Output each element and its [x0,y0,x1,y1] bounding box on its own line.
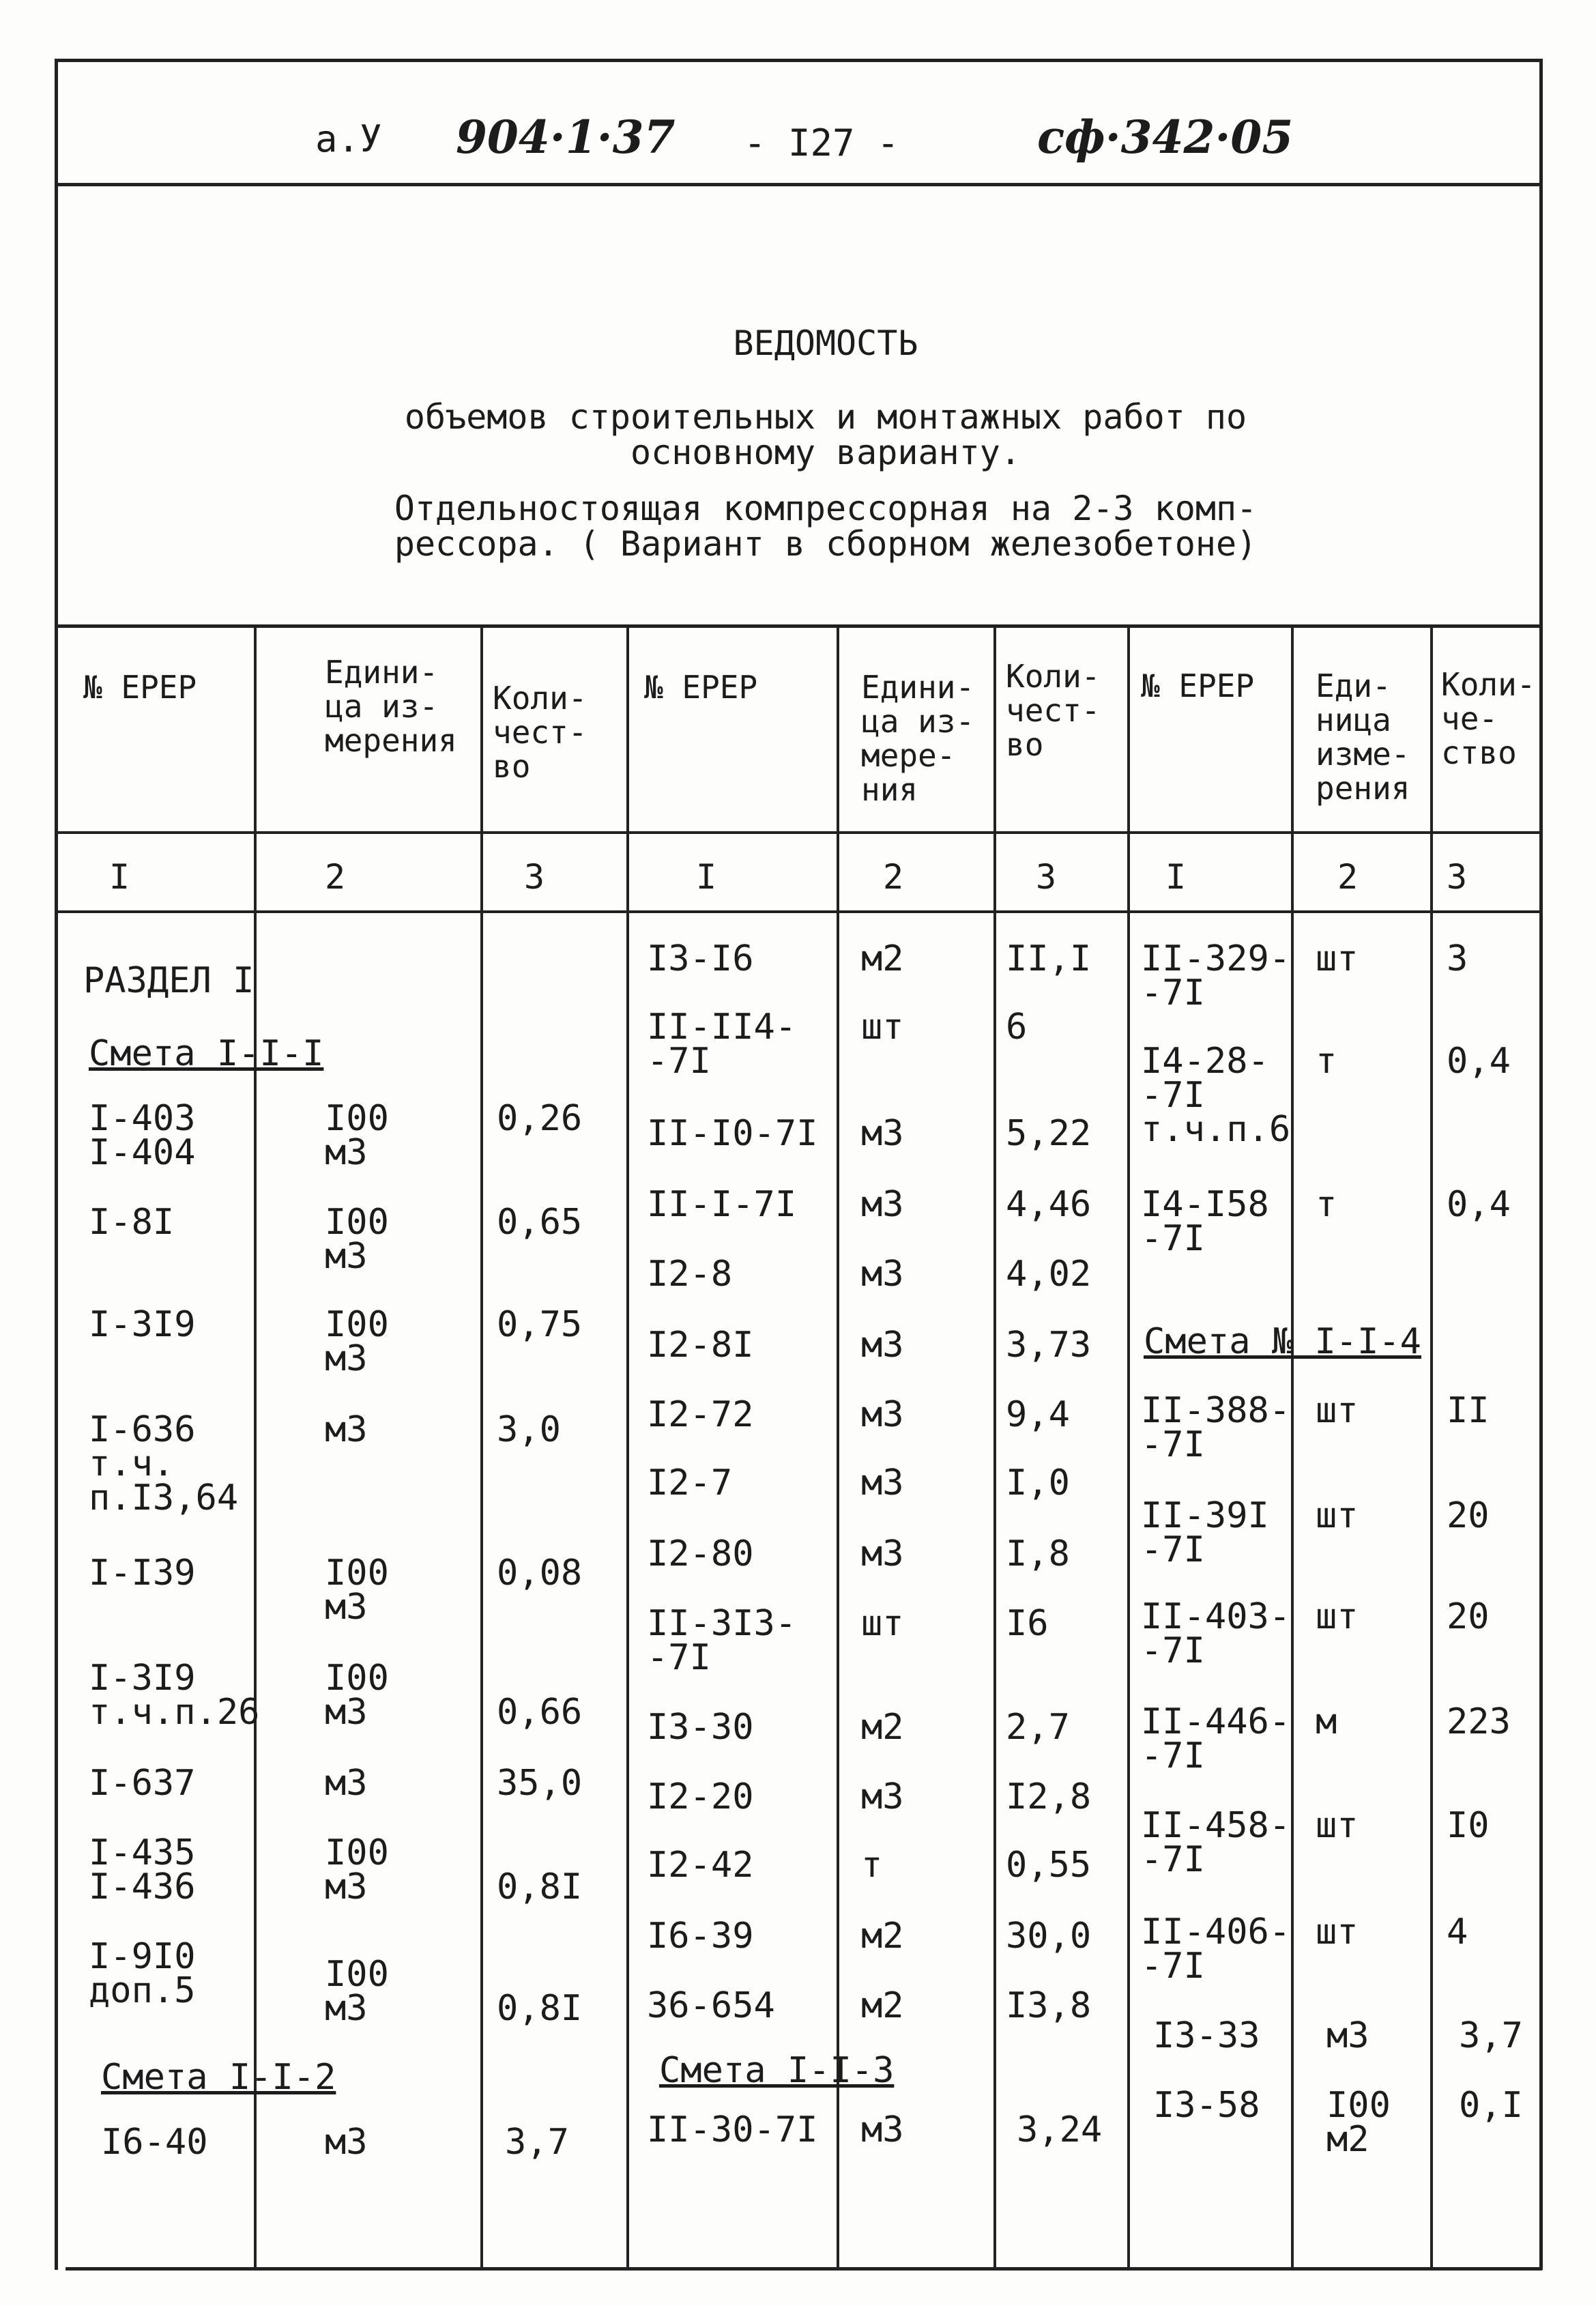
row-qty: I0 [1447,1805,1490,1846]
col-divider [993,626,996,2268]
row-qty: 0,8I [497,1867,583,1907]
col-head-code-1: № ЕРЕР [83,669,197,706]
header-prefix: а.У [315,117,382,160]
col-divider [254,626,257,2268]
row-code: I4-28- -7I т.ч.п.6 [1141,1041,1291,1150]
row-unit: I00 м3 [325,1553,389,1628]
frame-top [55,59,1542,62]
col-divider [1127,626,1130,2268]
col-num: 2 [883,857,904,897]
row-qty: I6 [1006,1603,1049,1644]
row-unit: шт [1316,938,1359,979]
row-qty: 0,65 [497,1202,583,1243]
col-divider [480,626,483,2268]
col-num: 3 [1036,857,1057,897]
row-unit: шт [1316,1390,1359,1431]
row-qty: 0,55 [1006,1845,1092,1886]
section-title: РАЗДЕЛ I [83,960,255,1001]
row-unit: м3 [861,1533,904,1574]
row-unit: I00 м3 [325,1098,389,1173]
row-unit: м3 [861,2109,904,2150]
title-line-3: Отдельностоящая компрессорная на 2-3 комп- [394,489,1258,528]
row-unit: шт [861,1603,904,1644]
row-unit: т [1316,1041,1337,1082]
row-code: I2-8 [647,1254,733,1295]
row-code: I2-72 [647,1394,754,1435]
row-qty: 0,66 [497,1692,583,1733]
row-code: I2-42 [647,1845,754,1886]
col-divider [1430,626,1433,2268]
row-unit: м3 [861,1254,904,1295]
row-code: I-8I [89,1202,175,1243]
col-head-qty-3: Коли- че- ство [1441,666,1536,771]
document-code: 904·1·37 [456,111,676,164]
row-qty: I,0 [1006,1462,1070,1503]
estimate-title: Смета I-I-2 [101,2057,336,2098]
col-divider [837,626,839,2268]
row-qty: 3,0 [497,1409,561,1450]
col-head-unit-2: Едини- ца из- мере- ния [861,669,975,808]
row-code: 36-654 [647,1985,775,2026]
row-unit: м2 [861,1916,904,1957]
row-unit: м2 [861,1707,904,1748]
colnum-divider [55,910,1542,913]
row-code: I2-8I [647,1325,754,1366]
row-unit: I00 м3 [325,1658,389,1733]
row-code: I-637 [89,1763,196,1804]
row-code: I2-20 [647,1776,754,1817]
row-code: II-II4- -7I [647,1007,797,1082]
row-code: I-403 I-404 [89,1098,196,1173]
estimate-title: Смета I-I-I [89,1033,324,1074]
row-unit: м3 [325,1763,368,1804]
row-qty: I,8 [1006,1533,1070,1574]
row-qty: 3,24 [1017,2109,1103,2150]
col-head-unit-3: Еди- ница изме- рения [1316,667,1410,807]
row-qty: 30,0 [1006,1916,1092,1957]
row-qty: 0,4 [1447,1041,1511,1082]
row-code: I-3I9 т.ч.п.26 [89,1658,260,1733]
col-head-qty-1: Коли- чест- во [493,680,587,785]
row-unit: шт [1316,1912,1359,1952]
col-divider [626,626,629,2268]
row-qty: 0,4 [1447,1184,1511,1225]
estimate-title: Смета I-I-3 [659,2050,895,2091]
row-code: I-9I0 доп.5 [89,1936,196,2011]
row-code: I3-I6 [647,938,754,979]
row-code: II-I-7I [647,1184,797,1225]
row-code: I2-7 [647,1462,733,1503]
row-qty: II,I [1006,938,1092,979]
row-qty: I2,8 [1006,1776,1092,1817]
row-code: I3-58 [1153,2085,1260,2126]
col-num: 3 [1447,857,1468,897]
row-code: II-403- -7I [1141,1596,1291,1671]
col-head-unit-1: Едини- ца из- мерения [325,654,457,759]
row-code: II-406- -7I [1141,1912,1291,1987]
row-unit: м2 [861,1985,904,2026]
row-qty: 2,7 [1006,1707,1070,1748]
frame-left [55,59,58,2270]
row-code: II-446- -7I [1141,1701,1291,1776]
col-num: I [109,857,130,897]
album-code: сф·342·05 [1037,111,1294,164]
col-head-qty-2: Коли- чест- во [1006,658,1101,763]
page-number: - I27 - [744,121,899,164]
row-code: II-329- -7I [1141,938,1291,1013]
row-code: II-39I -7I [1141,1495,1269,1570]
col-head-code-2: № ЕРЕР [644,669,758,706]
col-divider [1291,626,1294,2268]
row-unit: м3 [861,1184,904,1225]
row-code: II-3I3- -7I [647,1603,797,1678]
header-divider [55,183,1542,186]
row-qty: 9,4 [1006,1394,1070,1435]
row-code: I-3I9 [89,1304,196,1345]
row-qty: 4 [1447,1912,1468,1952]
row-qty: 0,I [1459,2085,1523,2126]
row-unit: шт [1316,1805,1359,1846]
row-code: I3-30 [647,1707,754,1748]
colhead-divider [55,831,1542,834]
row-code: I2-80 [647,1533,754,1574]
row-qty: 4,46 [1006,1184,1092,1225]
title-divider [55,624,1542,628]
row-unit: м3 [325,2122,368,2163]
row-unit: I00 м3 [325,1202,389,1277]
row-code: I-I39 [89,1553,196,1594]
row-unit: м3 [861,1325,904,1366]
row-unit: шт [1316,1596,1359,1637]
row-qty: I3,8 [1006,1985,1092,2026]
row-code: I6-39 [647,1916,754,1957]
row-code: I4-I58 -7I [1141,1184,1269,1259]
estimate-title: Смета № I-I-4 [1144,1321,1421,1362]
col-num: I [696,857,717,897]
row-unit: м [1316,1701,1337,1742]
col-head-code-3: № ЕРЕР [1141,667,1255,704]
row-unit: м3 [861,1776,904,1817]
row-qty: 6 [1006,1007,1028,1048]
row-code: I3-33 [1153,2015,1260,2056]
row-qty: 20 [1447,1495,1490,1536]
col-num: 3 [524,857,545,897]
row-unit: I00 м3 [325,1304,389,1379]
row-unit: I00 м2 [1326,2085,1391,2160]
title-line-2: основному варианту. [630,433,1021,472]
row-code: II-458- -7I [1141,1805,1291,1880]
row-qty: 0,08 [497,1553,583,1594]
row-qty: 0,8I [497,1988,583,2029]
row-qty: 5,22 [1006,1113,1092,1154]
row-code: II-I0-7I [647,1113,818,1154]
row-qty: 3,7 [1459,2015,1523,2056]
frame-bottom [66,2267,1542,2271]
row-unit: м2 [861,938,904,979]
row-qty: 0,75 [497,1304,583,1345]
col-num: 2 [325,857,346,897]
row-code: II-388- -7I [1141,1390,1291,1465]
row-unit: м3 [861,1394,904,1435]
frame-right [1539,59,1543,2270]
col-num: I [1165,857,1187,897]
row-code: I-636 т.ч. п.I3,64 [89,1409,239,1518]
row-code: II-30-7I [647,2109,818,2150]
row-code: I6-40 [101,2122,208,2163]
row-unit: т [861,1845,883,1886]
row-unit: шт [1316,1495,1359,1536]
row-unit: м3 [1326,2015,1369,2056]
row-qty: 4,02 [1006,1254,1092,1295]
row-unit: шт [861,1007,904,1048]
col-num: 2 [1337,857,1359,897]
row-qty: II [1447,1390,1490,1431]
row-unit: т [1316,1184,1337,1225]
row-unit: I00 м3 [325,1954,389,2029]
row-unit: м3 [861,1462,904,1503]
row-unit: м3 [325,1409,368,1450]
row-qty: 3 [1447,938,1468,979]
title-line-1: объемов строительных и монтажных работ по [404,397,1247,437]
row-qty: 3,7 [505,2122,569,2163]
title-heading: ВЕДОМОСТЬ [733,323,918,363]
row-unit: м3 [861,1113,904,1154]
row-qty: 35,0 [497,1763,583,1804]
row-unit: I00 м3 [325,1832,389,1907]
row-qty: 0,26 [497,1098,583,1139]
title-line-4: рессора. ( Вариант в сборном железобетоне) [394,524,1258,564]
row-qty: 20 [1447,1596,1490,1637]
row-code: I-435 I-436 [89,1832,196,1907]
row-qty: 223 [1447,1701,1511,1742]
row-qty: 3,73 [1006,1325,1092,1366]
